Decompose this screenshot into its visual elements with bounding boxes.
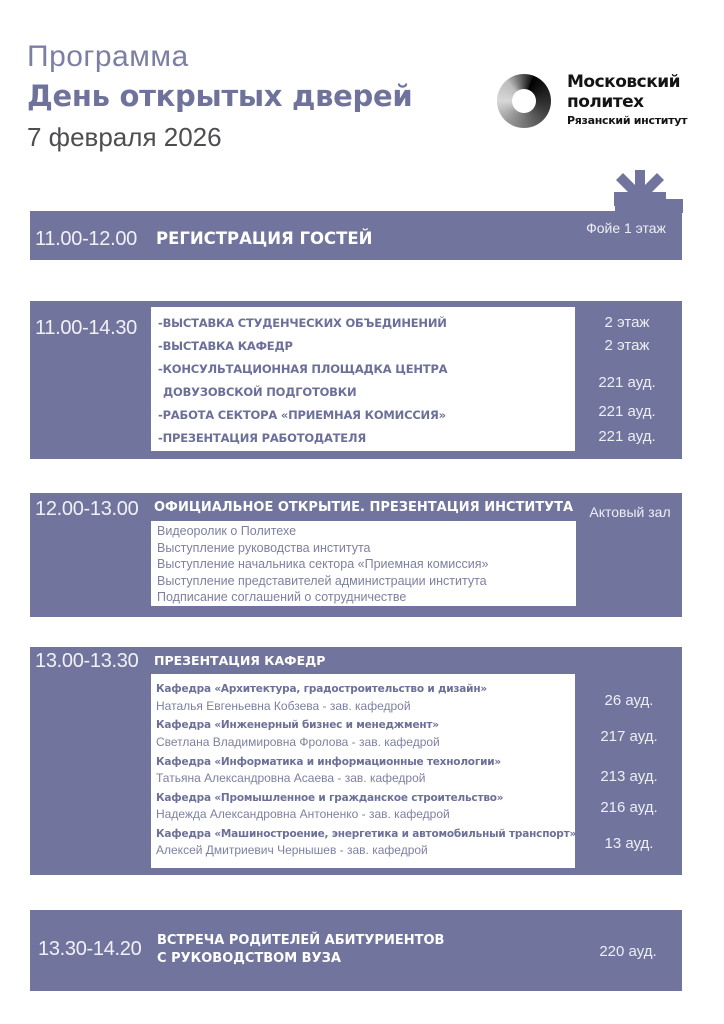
agenda-item: Подписание соглашений о сотрудничестве [157,590,407,604]
location: 221 ауд. [598,428,656,445]
department-head: Алексей Дмитриевич Чернышев - зав. кафедрой [156,843,428,857]
location: Фойе 1 этаж [586,220,666,236]
list-item: -РАБОТА СЕКТОРА «ПРИЕМНАЯ КОМИССИЯ» [158,408,446,422]
block-title-line-2: С РУКОВОДСТВОМ ВУЗА [157,951,341,966]
exhibitions-list [151,307,575,451]
location: 213 ауд. [600,768,658,785]
department-head: Надежда Александровна Антоненко - зав. кафедрой [156,807,450,821]
department-head: Наталья Евгеньевна Кобзева - зав. кафедрой [156,699,411,713]
location: 2 этаж [604,337,650,354]
opening-agenda [151,521,576,606]
location: 26 ауд. [604,692,654,709]
location: 13 ауд. [604,835,654,852]
list-item-continued: ДОВУЗОВСКОЙ ПОДГОТОВКИ [163,385,357,399]
logo-line-3: Рязанский институт [567,114,688,127]
agenda-item: Выступление руководства института [157,541,371,555]
time-slot: 11.00-12.00 [35,228,137,250]
location: 220 ауд. [599,943,657,960]
program-label: Программа [27,40,189,73]
location: Актовый зал [589,504,671,520]
time-slot: 11.00-14.30 [35,317,137,339]
department-head: Светлана Владимировна Фролова - зав. кафедрой [156,735,440,749]
department-name: Кафедра «Промышленное и гражданское строительство» [156,792,504,804]
event-title: День открытых дверей [27,79,413,113]
department-name: Кафедра «Информатика и информационные технологии» [156,756,502,768]
logo-line-1: Московский [567,72,681,92]
time-slot: 13.30-14.20 [38,938,142,960]
location: 217 ауд. [600,728,658,745]
agenda-item: Выступление начальника сектора «Приемная комиссия» [157,557,489,571]
ring-logo-icon [497,74,551,128]
block-title: РЕГИСТРАЦИЯ ГОСТЕЙ [156,229,373,248]
location: 221 ауд. [598,403,656,420]
location: 216 ауд. [600,799,658,816]
department-name: Кафедра «Машиностроение, энергетика и автомобильный транспорт» [156,828,577,840]
time-slot: 12.00-13.00 [35,498,139,520]
department-name: Кафедра «Архитектура, градостроительство и дизайн» [156,683,487,695]
list-item: -КОНСУЛЬТАЦИОННАЯ ПЛОЩАДКА ЦЕНТРА [158,362,448,376]
list-item: -ВЫСТАВКА СТУДЕНЧЕСКИХ ОБЪЕДИНЕНИЙ [158,316,447,330]
agenda-item: Выступление представителей администрации института [157,574,487,588]
schedule-block-departments [30,647,682,875]
block-title: ОФИЦИАЛЬНОЕ ОТКРЫТИЕ. ПРЕЗЕНТАЦИЯ ИНСТИТУТА [154,500,574,515]
logo-line-2: политех [567,92,644,112]
department-head: Татьяна Александровна Асаева - зав. кафедрой [156,771,426,785]
block-title: ПРЕЗЕНТАЦИЯ КАФЕДР [154,653,326,668]
block-title-line-1: ВСТРЕЧА РОДИТЕЛЕЙ АБИТУРИЕНТОВ [157,933,445,948]
schedule-block-parents-meeting [30,910,682,991]
polytech-logo [497,72,697,132]
location: 2 этаж [604,314,650,331]
location: 221 ауд. [598,374,656,391]
event-date: 7 февраля 2026 [27,122,222,152]
time-slot: 13.00-13.30 [35,650,139,672]
schedule-block-registration [30,211,682,260]
schedule-block-opening [30,493,682,617]
departments-list [151,674,575,868]
department-name: Кафедра «Инженерный бизнес и менеджмент» [156,719,439,731]
schedule-block-exhibitions [30,301,682,459]
list-item: -ПРЕЗЕНТАЦИЯ РАБОТОДАТЕЛЯ [158,431,366,445]
agenda-item: Видеоролик о Политехе [157,524,297,538]
list-item: -ВЫСТАВКА КАФЕДР [158,339,293,353]
